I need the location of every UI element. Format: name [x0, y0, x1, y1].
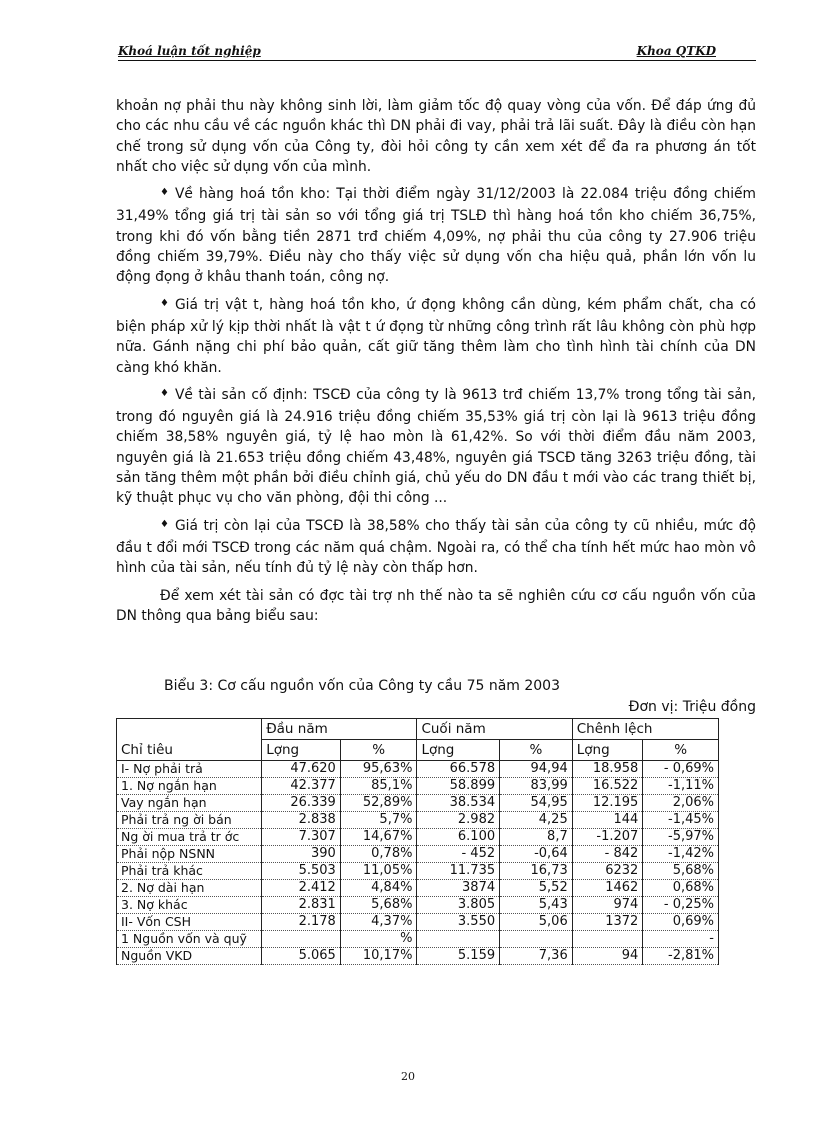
table-header-row	[117, 719, 719, 740]
table-cell: 0,69%	[643, 914, 719, 931]
table-cell: 3874	[417, 880, 500, 897]
table-row	[117, 931, 719, 948]
subheader-cell: Lợng	[262, 740, 341, 761]
table-cell: 974	[572, 897, 643, 914]
paragraph: khoản nợ phải thu này không sinh lời, làm giảm tốc độ quay vòng của vốn. Để đáp ứng đủ cho các nhu cầu về các nguồn khác thì DN phải đi vay, phải trả lãi suất. Đây là điều còn hạn chế trong sử dụng vốn của Công ty, đòi hỏi công ty cần xem xét để đa ra phương án tốt nhất cho việc sử dụng vốn của mình.	[116, 98, 756, 175]
table-cell: 47.620	[262, 761, 341, 778]
table-cell: 390	[262, 846, 341, 863]
table-cell: -1,42%	[643, 846, 719, 863]
table-row	[117, 778, 719, 795]
row-label: Phải trả khác	[117, 863, 262, 880]
table-cell: 11.735	[417, 863, 500, 880]
paragraph	[116, 385, 756, 509]
table-cell: 10,17%	[340, 948, 417, 965]
table-row	[117, 897, 719, 914]
table-cell	[262, 931, 341, 948]
table-cell: 26.339	[262, 795, 341, 812]
table-cell: 4,84%	[340, 880, 417, 897]
table-cell	[572, 931, 643, 948]
row-label: I- Nợ phải trả	[117, 761, 262, 778]
diamond-bullet-icon: ♦	[160, 518, 169, 530]
table-cell: 54,95	[500, 795, 573, 812]
table-row	[117, 948, 719, 965]
header-group-start: Đầu năm	[262, 719, 417, 740]
table-cell: - 0,69%	[643, 761, 719, 778]
table-row	[117, 863, 719, 880]
table-cell: 83,99	[500, 778, 573, 795]
paragraph	[116, 184, 756, 287]
table-cell: -1.207	[572, 829, 643, 846]
table-cell	[500, 931, 573, 948]
table-cell: 58.899	[417, 778, 500, 795]
table-cell: -0,64	[500, 846, 573, 863]
table-cell: 12.195	[572, 795, 643, 812]
table-row	[117, 761, 719, 778]
table-cell: -1,11%	[643, 778, 719, 795]
paragraph: Để xem xét tài sản có đợc tài trợ nh thế nào ta sẽ nghiên cứu cơ cấu nguồn vốn của DN thông qua bảng biểu sau:	[116, 587, 756, 624]
row-label: 3. Nợ khác	[117, 897, 262, 914]
paragraph	[116, 516, 756, 579]
table-cell: 1462	[572, 880, 643, 897]
row-label: Phải nộp NSNN	[117, 846, 262, 863]
table-cell: 3.550	[417, 914, 500, 931]
table-cell: 7.307	[262, 829, 341, 846]
table-cell: 52,89%	[340, 795, 417, 812]
table-cell: 18.958	[572, 761, 643, 778]
table-cell: -2,81%	[643, 948, 719, 965]
table-cell: 2.838	[262, 812, 341, 829]
table-cell: 5.159	[417, 948, 500, 965]
paragraph-text: Về hàng hoá tồn kho: Tại thời điểm ngày 31/12/2003 là 22.084 triệu đồng chiếm 31,49% tổng giá trị tài sản so với tổng giá trị TSLĐ thì hàng hoá tồn kho chiếm 36,75%, trong khi đó vốn bằng tiền 2871 trđ chiếm 4,09%, nợ phải thu của công ty 27.906 triệu đồng chiếm 39,79%. Điều này cho thấy việc sử dụng vốn cha hiệu quả, phần lớn vốn lu động đọng ở khâu thanh toán, công nợ.	[116, 186, 756, 286]
table-unit: Đơn vị: Triệu đồng	[628, 699, 756, 715]
header-group-diff: Chênh lệch	[572, 719, 718, 740]
table-cell: 16,73	[500, 863, 573, 880]
table-cell: 5.065	[262, 948, 341, 965]
header-left-title: Khoá luận tốt nghiệp	[118, 44, 261, 58]
table-cell: -1,45%	[643, 812, 719, 829]
table-cell: 94,94	[500, 761, 573, 778]
row-label: Vay ngắn hạn	[117, 795, 262, 812]
table-cell: 66.578	[417, 761, 500, 778]
table-cell: 4,37%	[340, 914, 417, 931]
table-cell: 4,25	[500, 812, 573, 829]
table-cell: 3.805	[417, 897, 500, 914]
table-row	[117, 846, 719, 863]
table-cell: 2.412	[262, 880, 341, 897]
row-label: Phải trả ng ời bán	[117, 812, 262, 829]
capital-structure-table	[116, 718, 719, 965]
table-cell: 5.503	[262, 863, 341, 880]
table-cell: 2,06%	[643, 795, 719, 812]
row-label: Ng ời mua trả tr ớc	[117, 829, 262, 846]
table-cell: 5,68%	[340, 897, 417, 914]
row-label: 1. Nợ ngắn hạn	[117, 778, 262, 795]
table-cell: -	[643, 931, 719, 948]
table-row	[117, 829, 719, 846]
page-header	[118, 44, 756, 61]
table-cell: 11,05%	[340, 863, 417, 880]
row-label: 1 Nguồn vốn và quỹ	[117, 931, 262, 948]
table-cell: 14,67%	[340, 829, 417, 846]
page-number: 20	[401, 1070, 415, 1083]
table-cell: -5,97%	[643, 829, 719, 846]
diamond-bullet-icon: ♦	[160, 387, 169, 399]
table-row	[117, 795, 719, 812]
row-label: Nguồn VKD	[117, 948, 262, 965]
table-cell: 95,63%	[340, 761, 417, 778]
subheader-cell: Lợng	[417, 740, 500, 761]
subheader-cell: %	[643, 740, 719, 761]
diamond-bullet-icon: ♦	[160, 187, 169, 199]
paragraph-text: Giá trị còn lại của TSCĐ là 38,58% cho thấy tài sản của công ty cũ nhiều, mức độ đầu t đổi mới TSCĐ trong các năm quá chậm. Ngoài ra, có thể cha tính hết mức hao mòn vô hình của tài sản, nếu tính đủ tỷ lệ này còn thấp hơn.	[116, 517, 756, 577]
subheader-cell: %	[500, 740, 573, 761]
table-cell: 38.534	[417, 795, 500, 812]
paragraph-text: Giá trị vật t, hàng hoá tồn kho, ứ đọng không cần dùng, kém phẩm chất, cha có biện pháp xử lý kịp thời nhất là vật t ứ đọng từ những công trình rất lâu không còn phù hợp nữa. Gánh nặng chi phí bảo quản, cất giữ tăng thêm làm cho tình hình tài chính của DN càng khó khăn.	[116, 296, 756, 376]
header-item: Chỉ tiêu	[117, 719, 262, 761]
table-cell	[417, 931, 500, 948]
header-group-end: Cuối năm	[417, 719, 572, 740]
table-body	[117, 761, 719, 965]
table-cell: 2.178	[262, 914, 341, 931]
row-label: II- Vốn CSH	[117, 914, 262, 931]
table-cell: 2.982	[417, 812, 500, 829]
table-cell: 94	[572, 948, 643, 965]
table-cell: 85,1%	[340, 778, 417, 795]
subheader-cell: Lợng	[572, 740, 643, 761]
table-cell: 6232	[572, 863, 643, 880]
table-cell: 5,43	[500, 897, 573, 914]
row-label: 2. Nợ dài hạn	[117, 880, 262, 897]
table-cell: %	[340, 931, 417, 948]
table-cell: 5,06	[500, 914, 573, 931]
table-cell: 6.100	[417, 829, 500, 846]
table-row	[117, 812, 719, 829]
diamond-bullet-icon: ♦	[160, 297, 169, 309]
table-cell: - 842	[572, 846, 643, 863]
table-cell: - 0,25%	[643, 897, 719, 914]
table-cell: 0,68%	[643, 880, 719, 897]
table-cell: 7,36	[500, 948, 573, 965]
table-cell: 8,7	[500, 829, 573, 846]
table-cell: 1372	[572, 914, 643, 931]
table-cell: - 452	[417, 846, 500, 863]
table-cell: 0,78%	[340, 846, 417, 863]
table-row	[117, 914, 719, 931]
table-row	[117, 880, 719, 897]
paragraph	[116, 295, 756, 378]
subheader-cell: %	[340, 740, 417, 761]
table-cell: 5,7%	[340, 812, 417, 829]
table-cell: 5,68%	[643, 863, 719, 880]
table-cell: 16.522	[572, 778, 643, 795]
table-cell: 42.377	[262, 778, 341, 795]
table-cell: 144	[572, 812, 643, 829]
table-cell: 5,52	[500, 880, 573, 897]
body-text	[116, 96, 756, 633]
table-caption: Biểu 3: Cơ cấu nguồn vốn của Công ty cầu 75 năm 2003	[164, 678, 560, 694]
paragraph-text: Về tài sản cố định: TSCĐ của công ty là 9613 trđ chiếm 13,7% trong tổng tài sản, trong đó nguyên giá là 24.916 triệu đồng chiếm 35,53% giá trị còn lại là 9613 triệu đồng chiếm 38,58% nguyên giá, tỷ lệ hao mòn là 61,42%. So với thời điểm đầu năm 2003, nguyên giá là 21.653 triệu đồng chiếm 43,48%, nguyên giá TSCĐ tăng 3263 triệu đồng, tài sản tăng thêm một phần bởi điều chỉnh giá, chủ yếu do DN đầu t mới vào các trang thiết bị, kỹ thuật phục vụ cho văn phòng, đội thi công ...	[116, 386, 756, 507]
table-cell: 2.831	[262, 897, 341, 914]
header-right-title: Khoa QTKD	[636, 44, 716, 58]
